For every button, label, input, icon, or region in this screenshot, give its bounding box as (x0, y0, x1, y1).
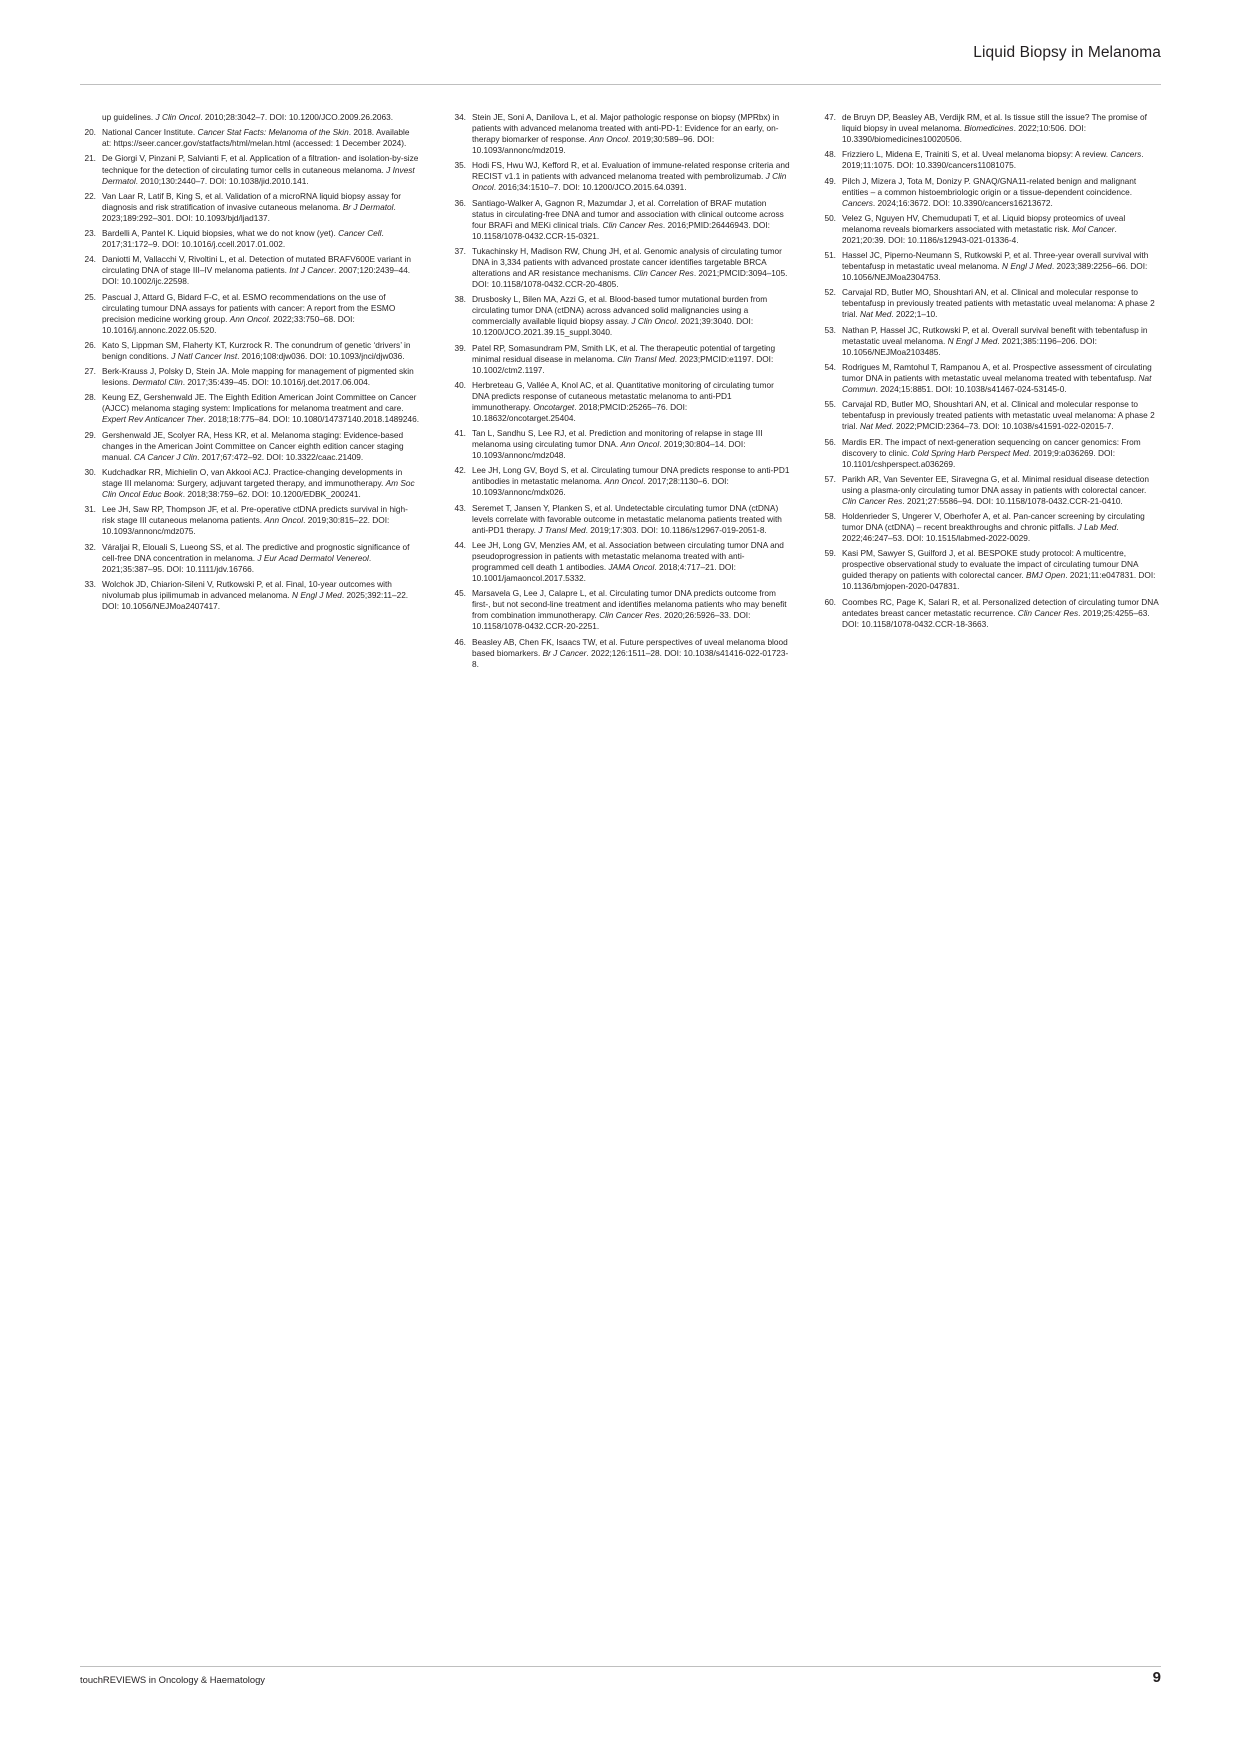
reference-text: Van Laar R, Latif B, King S, et al. Validation of a microRNA liquid biopsy assay for diagnosis and risk stratification of invasive cutaneous melanoma. Br J Dermatol. 2023;189:292–301. DOI: 10.1093/bjd/ljad137. (102, 190, 401, 223)
reference-number: 33. (84, 578, 96, 589)
reference-number: 52. (824, 287, 836, 298)
reference-item (450, 198, 790, 242)
reference-text: Váraljai R, Elouali S, Lueong SS, et al. The predictive and prognostic significance of cell-free DNA concentration in melanoma. J Eur Acad Dermatol Venereol. 2021;35:387–95. DOI: 10.1111/jdv.16766. (102, 541, 410, 574)
reference-number: 45. (454, 588, 466, 599)
reference-item (80, 579, 420, 612)
reference-item (820, 437, 1160, 470)
reference-item (820, 176, 1160, 209)
reference-text: Herbreteau G, Vallée A, Knol AC, et al. Quantitative monitoring of circulating tumor DNA predicts response of cutaneous metastatic melanoma to anti-PD1 immunotherapy. Oncotarget. 2018;PMCID:25265–76. DOI: 10.18632/oncotarget.25404. (472, 379, 774, 423)
reference-number: 60. (824, 596, 836, 607)
reference-item (80, 254, 420, 287)
reference-item (80, 366, 420, 388)
reference-item (450, 246, 790, 290)
reference-number: 48. (824, 149, 836, 160)
reference-number: 26. (84, 339, 96, 350)
references-columns (80, 112, 1161, 674)
reference-text: Drusbosky L, Bilen MA, Azzi G, et al. Blood-based tumor mutational burden from circulating tumor DNA (ctDNA) across advanced solid malignancies using a commercially available liquid biopsy assay. J Clin Oncol. 2021;39:3040. DOI: 10.1200/JCO.2021.39.15_suppl.3040. (472, 294, 768, 338)
page-number: 9 (1152, 1669, 1161, 1686)
reference-number: 32. (84, 541, 96, 552)
reference-text: Patel RP, Somasundram PM, Smith LK, et al. The therapeutic potential of targeting minimal residual disease in melanoma. Clin Transl Med. 2023;PMCID:e1197. DOI: 10.1002/ctm2.1197. (472, 342, 776, 375)
reference-number: 30. (84, 466, 96, 477)
reference-text: Kasi PM, Sawyer S, Guilford J, et al. BESPOKE study protocol: A multicentre, prospective observational study to evaluate the impact of circulating tumour DNA guided therapy on patients with colorectal cancer. BMJ Open. 2021;11:e047831. DOI: 10.1136/bmjopen-2020-047831. (842, 548, 1156, 592)
reference-text: Stein JE, Soni A, Danilova L, et al. Major pathologic response on biopsy (MPRbx) in patients with advanced melanoma treated with anti-PD-1: Evidence for an early, on-therapy biomarker of response. Ann Oncol. 2019;30:589–96. DOI: 10.1093/annonc/mdz019. (472, 112, 780, 156)
reference-text: Kudchadkar RR, Michielin O, van Akkooi ACJ. Practice-changing developments in stage III melanoma: Surgery, adjuvant targeted therapy, and immunotherapy. Am Soc Clin Oncol Educ Book. 2018;38:759–62. DOI: 10.1200/EDBK_200241. (102, 466, 415, 499)
reference-text: Frizziero L, Midena E, Trainiti S, et al. Uveal melanoma biopsy: A review. Cancers. 2019;11:1075. DOI: 10.3390/cancers11081075. (842, 149, 1144, 171)
reference-item (80, 467, 420, 500)
reference-item (80, 127, 420, 149)
reference-text: Berk-Krauss J, Polsky D, Stein JA. Mole mapping for management of pigmented skin lesions. Dermatol Clin. 2017;35:439–45. DOI: 10.1016/j.det.2017.06.004. (102, 366, 414, 388)
reference-text: De Giorgi V, Pinzani P, Salvianti F, et al. Application of a filtration- and isolation-by-size technique for the detection of circulating tumor cells in cutaneous melanoma. J Invest Dermatol. 2010;130:2440–7. DOI: 10.1038/jid.2010.141. (102, 153, 419, 186)
reference-number: 50. (824, 212, 836, 223)
reference-number: 47. (824, 112, 836, 122)
reference-item (450, 588, 790, 632)
reference-item (450, 380, 790, 424)
reference-text: Parikh AR, Van Seventer EE, Siravegna G, et al. Minimal residual disease detection using a plasma-only circulating tumor DNA assay in patients with colorectal cancer. Clin Cancer Res. 2021;27:5586–94. DOI: 10.1158/1078-0432.CCR-21-0410. (842, 473, 1149, 506)
reference-number: 25. (84, 291, 96, 302)
reference-number: 36. (454, 197, 466, 208)
reference-number: 37. (454, 245, 466, 256)
reference-text: Daniotti M, Vallacchi V, Rivoltini L, et al. Detection of mutated BRAFV600E variant in circulating DNA of stage III–IV melanoma patients. Int J Cancer. 2007;120:2439–44. DOI: 10.1002/ijc.22598. (102, 254, 411, 287)
reference-item (80, 228, 420, 250)
header-divider (80, 84, 1161, 85)
footer-divider (80, 1666, 1161, 1667)
reference-number: 23. (84, 228, 96, 239)
reference-text: Marsavela G, Lee J, Calapre L, et al. Circulating tumor DNA predicts outcome from first-, but not second-line treatment and identifies melanoma patients who may benefit from combination immunotherapy. Clin Cancer Res. 2020;26:5926–33. DOI: 10.1158/1078-0432.CCR-20-2251. (472, 588, 787, 632)
reference-text: Bardelli A, Pantel K. Liquid biopsies, what we do not know (yet). Cancer Cell. 2017;31:172–9. DOI: 10.1016/j.ccell.2017.01.002. (102, 228, 384, 250)
reference-number: 56. (824, 436, 836, 447)
reference-text: up guidelines. J Clin Oncol. 2010;28:3042–7. DOI: 10.1200/JCO.2009.26.2063. (102, 112, 394, 122)
reference-number: 31. (84, 504, 96, 515)
reference-item (80, 112, 420, 123)
reference-text: Holdenrieder S, Ungerer V, Oberhofer A, et al. Pan-cancer screening by circulating tumor DNA (ctDNA) – recent breakthroughs and chronic pitfalls. J Lab Med. 2022;46:247–53. DOI: 10.1515/labmed-2022-0029. (842, 511, 1145, 544)
reference-number: 35. (454, 160, 466, 171)
reference-item (820, 362, 1160, 395)
reference-text: Rodrigues M, Ramtohul T, Rampanou A, et al. Prospective assessment of circulating tumor DNA in patients with metastatic uveal melanoma treated with tebentafusp. Nat Commun. 2024;15:8851. DOI: 10.1038/s41467-024-53145-0. (842, 361, 1152, 394)
reference-item (450, 503, 790, 536)
reference-number: 28. (84, 392, 96, 403)
reference-text: Santiago-Walker A, Gagnon R, Mazumdar J, et al. Correlation of BRAF mutation status in circulating-free DNA and tumor and association with clinical outcome across four BRAFi and MEKi clinical trials. Clin Cancer Res. 2016;PMID:26446943. DOI: 10.1158/1078-0432.CCR-15-0321. (472, 197, 784, 241)
reference-text: Carvajal RD, Butler MO, Shoushtari AN, et al. Clinical and molecular response to tebentafusp in previously treated patients with metastatic uveal melanoma: A phase 2 trial. Nat Med. 2022;PMCID:2364–73. DOI: 10.1038/s41591-022-02015-7. (842, 399, 1155, 432)
reference-number: 59. (824, 548, 836, 559)
reference-number: 24. (84, 254, 96, 265)
reference-text: Pascual J, Attard G, Bidard F-C, et al. ESMO recommendations on the use of circulating tumour DNA assays for patients with cancer: A report from the ESMO precision medicine working group. Ann Oncol. 2022;33:750–68. DOI: 10.1016/j.annonc.2022.05.520. (102, 291, 396, 335)
reference-item (450, 112, 790, 156)
reference-item (820, 548, 1160, 592)
reference-text: Carvajal RD, Butler MO, Shoushtari AN, et al. Clinical and molecular response to tebentafusp in previously treated patients with metastatic uveal melanoma: A phase 2 trial. Nat Med. 2022;1–10. (842, 287, 1155, 320)
reference-text: Pilch J, Mizera J, Tota M, Donizy P. GNAQ/GNA11-related benign and malignant entities – a common histoembriologic origin or a tissue-dependent coincidence. Cancers. 2024;16:3672. DOI: 10.3390/cancers16213672. (842, 175, 1137, 208)
reference-text: Lee JH, Long GV, Menzies AM, et al. Association between circulating tumor DNA and pseudoprogression in patients with metastatic melanoma treated with anti-programmed cell death 1 antibodies. JAMA Oncol. 2018;4:717–21. DOI: 10.1001/jamaoncol.2017.5332. (472, 539, 784, 584)
reference-item (820, 287, 1160, 320)
reference-number: 42. (454, 465, 466, 476)
reference-item (820, 112, 1160, 145)
reference-item (450, 343, 790, 376)
reference-text: Beasley AB, Chen FK, Isaacs TW, et al. Future perspectives of uveal melanoma blood based biomarkers. Br J Cancer. 2022;126:1511–28. DOI: 10.1038/s41416-022-01723-8. (472, 636, 789, 669)
reference-number: 21. (84, 153, 96, 164)
reference-number: 38. (454, 294, 466, 305)
reference-item (450, 540, 790, 584)
reference-number: 57. (824, 473, 836, 484)
reference-number: 55. (824, 399, 836, 410)
reference-number (80, 112, 102, 123)
reference-number: 40. (454, 379, 466, 390)
reference-item (450, 160, 790, 193)
reference-item (80, 340, 420, 362)
reference-text: Tukachinsky H, Madison RW, Chung JH, et al. Genomic analysis of circulating tumor DNA in 3,334 patients with advanced prostate cancer identifies targetable BRCA alterations and AR resistance mechanisms. Clin Cancer Res. 2021;PMCID:3094–105. DOI: 10.1158/1078-0432.CCR-20-4805. (472, 245, 788, 289)
reference-number: 29. (84, 429, 96, 440)
running-head-title: Liquid Biopsy in Melanoma (973, 44, 1161, 61)
reference-text: Kato S, Lippman SM, Flaherty KT, Kurzrock R. The conundrum of genetic ‘drivers’ in benign conditions. J Natl Cancer Inst. 2016;108:djw036. DOI: 10.1093/jnci/djw036. (102, 339, 411, 361)
reference-text: Lee JH, Long GV, Boyd S, et al. Circulating tumour DNA predicts response to anti-PD1 antibodies in metastatic melanoma. Ann Oncol. 2017;28:1130–6. DOI: 10.1093/annonc/mdx026. (472, 465, 790, 498)
reference-item (450, 428, 790, 461)
page-header (80, 44, 1161, 80)
reference-number: 58. (824, 511, 836, 522)
reference-number: 53. (824, 324, 836, 335)
reference-text: Hassel JC, Piperno-Neumann S, Rutkowski P, et al. Three-year overall survival with tebentafusp in metastatic uveal melanoma. N Engl J Med. 2023;389:2256–66. DOI: 10.1056/NEJMoa2304753. (842, 250, 1149, 283)
reference-number: 43. (454, 502, 466, 513)
reference-item (80, 191, 420, 224)
reference-number: 46. (454, 636, 466, 647)
reference-number: 54. (824, 361, 836, 372)
reference-item (820, 213, 1160, 246)
reference-item (820, 250, 1160, 283)
reference-text: Seremet T, Jansen Y, Planken S, et al. Undetectable circulating tumor DNA (ctDNA) levels correlate with favorable outcome in metastatic melanoma patients treated with anti-PD1 therapy. J Transl Med. 2019;17:303. DOI: 10.1186/s12967-019-2051-8. (472, 502, 782, 535)
reference-item (820, 597, 1160, 630)
reference-number: 39. (454, 342, 466, 353)
reference-item (820, 511, 1160, 544)
reference-item (80, 504, 420, 537)
reference-text: Velez G, Nguyen HV, Chemudupati T, et al. Liquid biopsy proteomics of uveal melanoma reveals biomarkers associated with metastatic risk. Mol Cancer. 2021;20:39. DOI: 10.1186/s12943-021-01336-4. (842, 212, 1126, 245)
reference-item (80, 392, 420, 425)
reference-text: Nathan P, Hassel JC, Rutkowski P, et al. Overall survival benefit with tebentafusp in metastatic uveal melanoma. N Engl J Med. 2021;385:1196–206. DOI: 10.1056/NEJMoa2103485. (842, 324, 1148, 357)
reference-item (820, 325, 1160, 358)
reference-item (820, 399, 1160, 432)
references-column-1 (80, 112, 420, 674)
reference-number: 41. (454, 428, 466, 439)
reference-item (80, 542, 420, 575)
page-footer (80, 1666, 1161, 1692)
reference-item (80, 153, 420, 186)
journal-name: touchREVIEWS in Oncology & Haematology (80, 1674, 265, 1685)
reference-item (80, 430, 420, 463)
reference-number: 27. (84, 366, 96, 377)
reference-text: Wolchok JD, Chiarion-Sileni V, Rutkowski P, et al. Final, 10-year outcomes with nivolumab plus ipilimumab in advanced melanoma. N Engl J Med. 2025;392:11–22. DOI: 10.1056/NEJMoa2407417. (102, 578, 409, 611)
reference-text: Hodi FS, Hwu WJ, Kefford R, et al. Evaluation of immune-related response criteria and RECIST v1.1 in patients with advanced melanoma treated with pembrolizumab. J Clin Oncol. 2016;34:1510–7. DOI: 10.1200/JCO.2015.64.0391. (472, 160, 790, 193)
reference-number: 22. (84, 190, 96, 201)
reference-number: 49. (824, 175, 836, 186)
reference-number: 44. (454, 539, 466, 550)
reference-item (820, 474, 1160, 507)
references-column-3 (820, 112, 1160, 674)
reference-number: 20. (84, 127, 96, 138)
reference-text: Mardis ER. The impact of next-generation sequencing on cancer genomics: From discovery to clinic. Cold Spring Harb Perspect Med. 2019;9:a036269. DOI: 10.1101/cshperspect.a036269. (842, 436, 1141, 469)
reference-text: Tan L, Sandhu S, Lee RJ, et al. Prediction and monitoring of relapse in stage III melanoma using circulating tumor DNA. Ann Oncol. 2019;30:804–14. DOI: 10.1093/annonc/mdz048. (472, 428, 763, 461)
reference-text: Gershenwald JE, Scolyer RA, Hess KR, et al. Melanoma staging: Evidence-based changes in the American Joint Committee on Cancer eighth edition cancer staging manual. CA Cancer J Clin. 2017;67:472–92. DOI: 10.3322/caac.21409. (102, 429, 404, 462)
reference-item (820, 149, 1160, 171)
reference-item (450, 637, 790, 670)
reference-text: de Bruyn DP, Beasley AB, Verdijk RM, et al. Is tissue still the issue? The promise of liquid biopsy in uveal melanoma. Biomedicines. 2022;10:506. DOI: 10.3390/biomedicines10020506. (842, 112, 1147, 145)
reference-item (450, 465, 790, 498)
reference-number: 51. (824, 250, 836, 261)
reference-text: Coombes RC, Page K, Salari R, et al. Personalized detection of circulating tumor DNA antedates breast cancer metastatic recurrence. Clin Cancer Res. 2019;25:4255–63. DOI: 10.1158/1078-0432.CCR-18-3663. (842, 596, 1159, 629)
reference-text: National Cancer Institute. Cancer Stat Facts: Melanoma of the Skin. 2018. Available at: https://seer.cancer.gov/statfacts/html/melan.html (accessed: 1 December 2024). (102, 127, 410, 149)
reference-text: Lee JH, Saw RP, Thompson JF, et al. Pre-operative ctDNA predicts survival in high-risk stage III cutaneous melanoma patients. Ann Oncol. 2019;30:815–22. DOI: 10.1093/annonc/mdz075. (102, 504, 408, 537)
reference-number: 34. (454, 112, 466, 122)
reference-text: Keung EZ, Gershenwald JE. The Eighth Edition American Joint Committee on Cancer (AJCC) melanoma staging system: Implications for melanoma treatment and care. Expert Rev Anticancer Ther. 2018;18:775–84. DOI: 10.1080/14737140.2018.1489246. (102, 392, 420, 425)
references-column-2 (450, 112, 790, 674)
reference-item (80, 292, 420, 336)
reference-item (450, 294, 790, 338)
